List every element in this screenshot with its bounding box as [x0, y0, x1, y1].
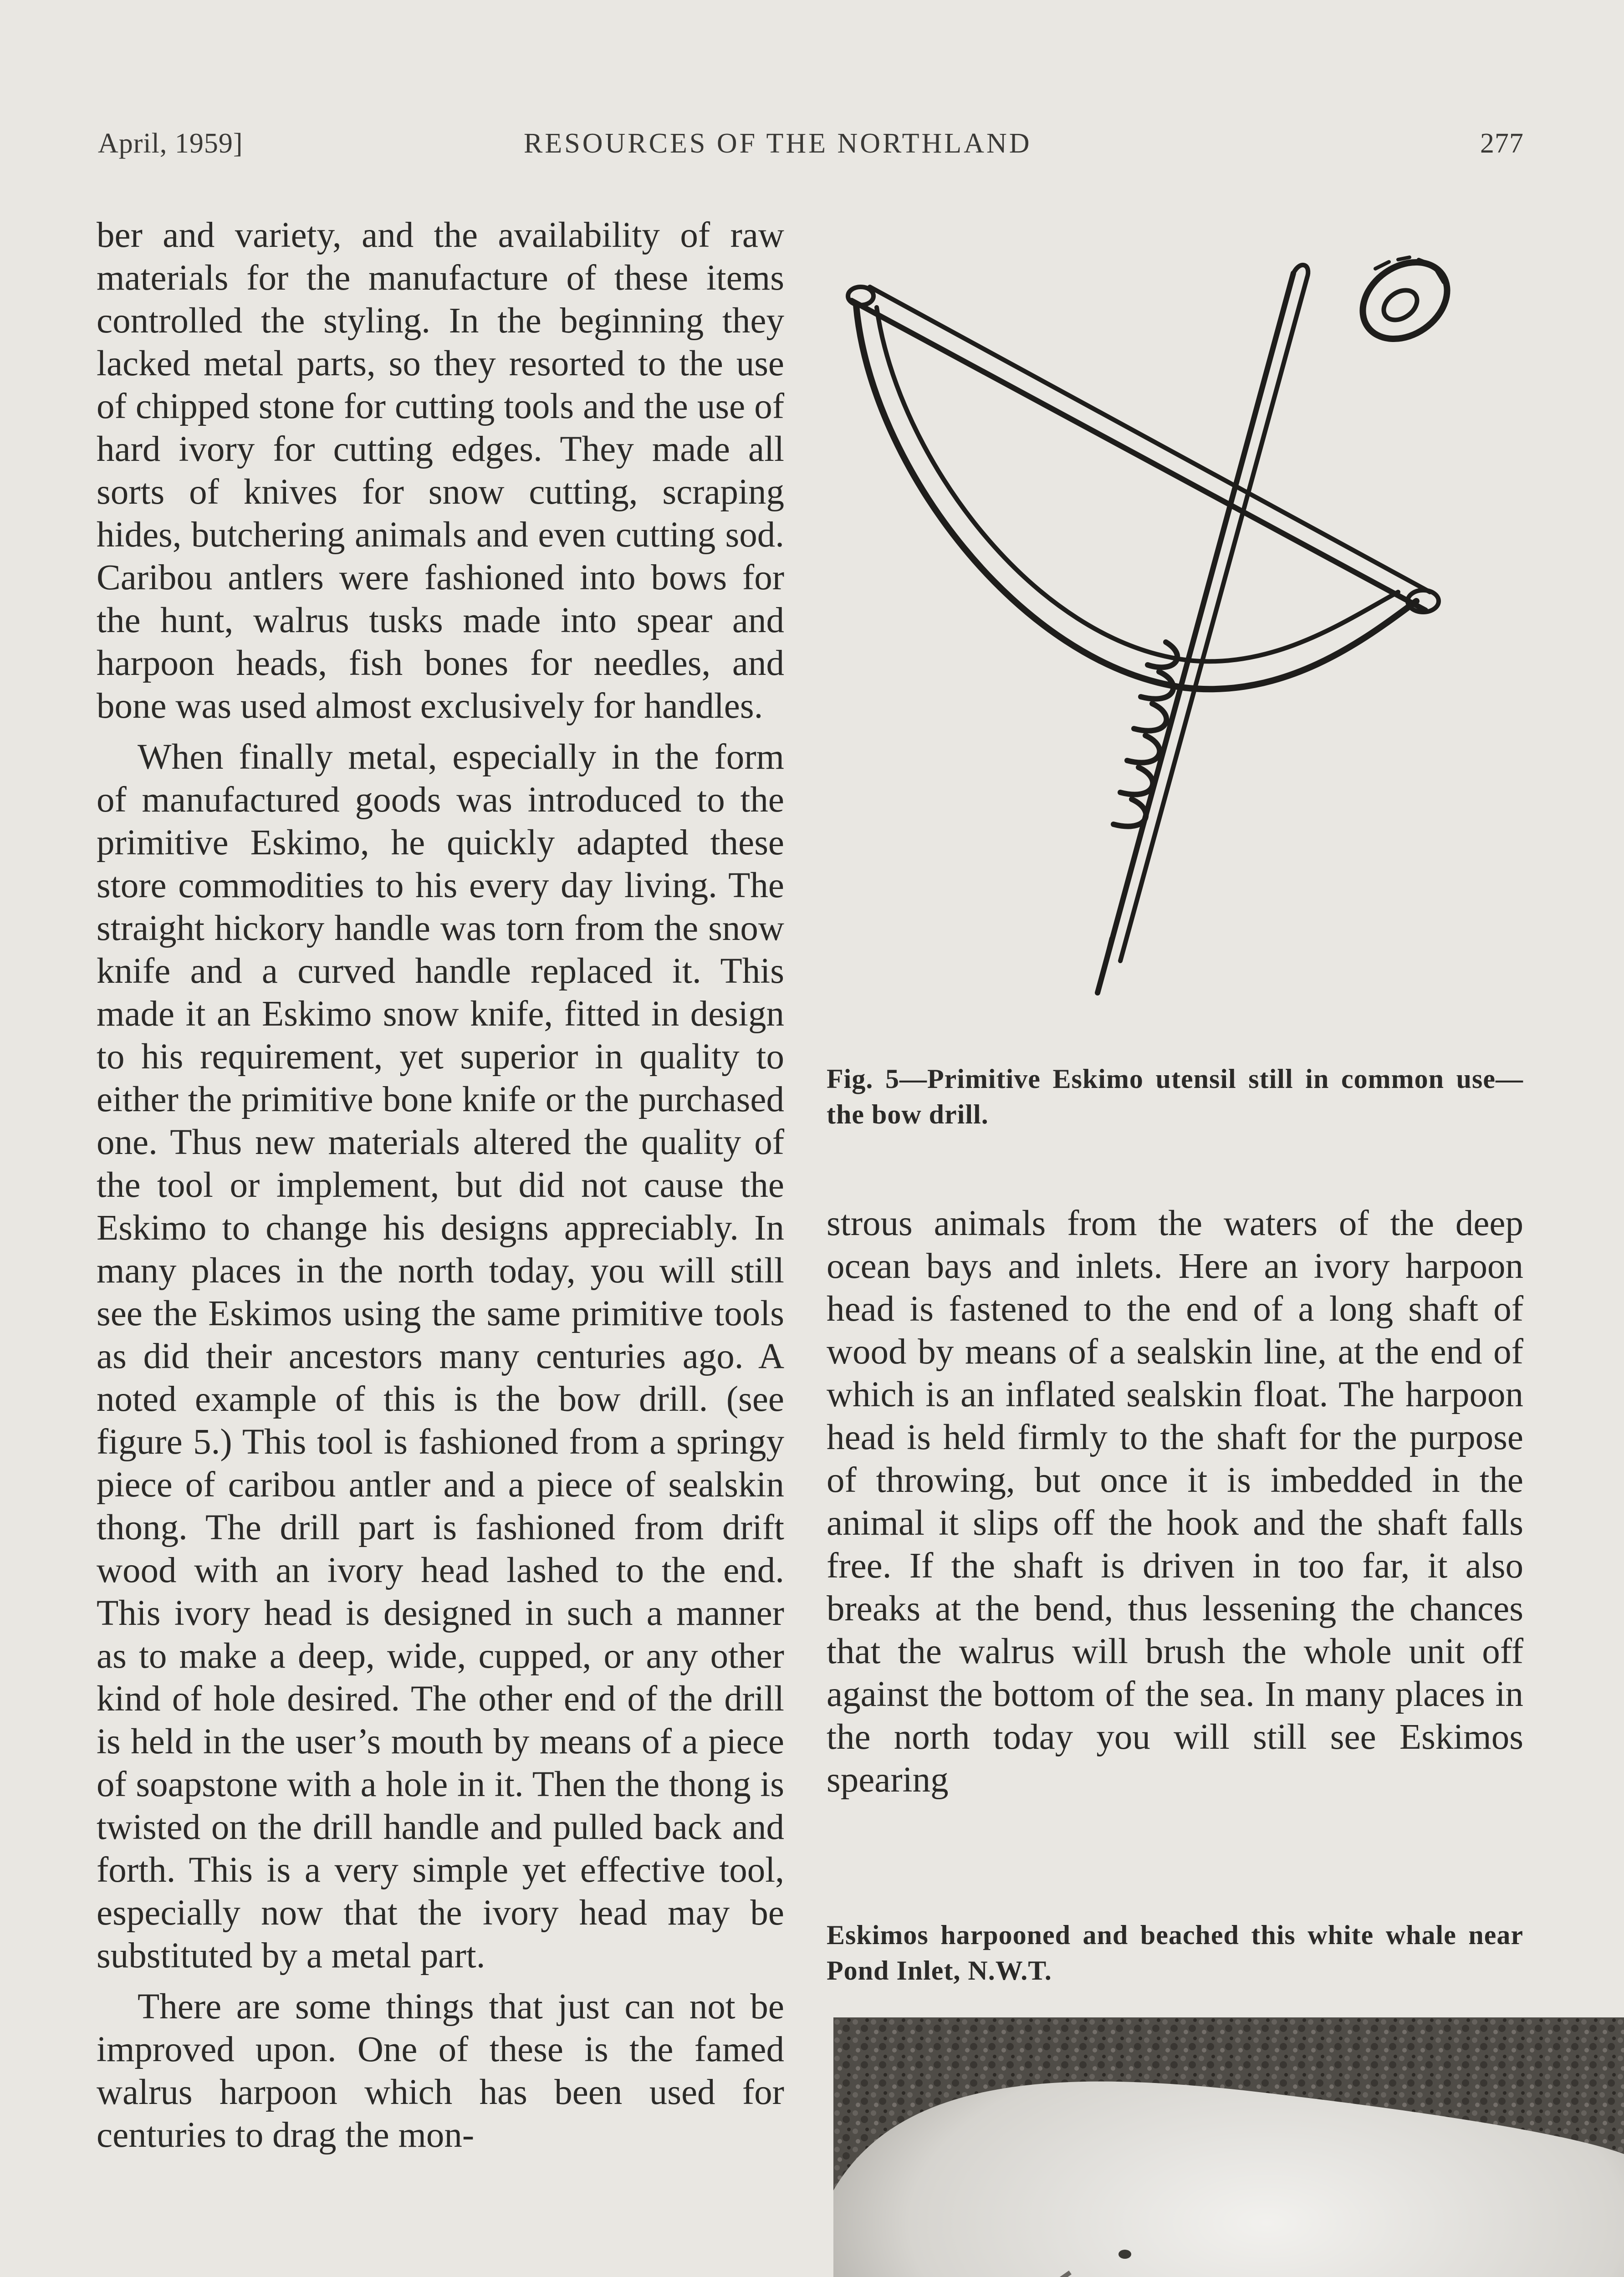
left-column [97, 214, 784, 2157]
right-column: strous animals from the waters of the deep ocean bays and inlets. Here an ivory harpoon head is fastened to the end of a long shaft of wood by means of a sealskin line, at the end of which is an inflated sealskin float. The harpoon head is held firmly to the shaft for the purpose of throwing, but once it is imbedded in the animal it slips off the hook and the shaft falls free. If the shaft is driven in too far, it also breaks at the bend, thus lessening the chances that the walrus will brush the whole unit off against the bottom of the sea. In many places in the north today you will still see Eskimos spearing [827, 1204, 1523, 1800]
photo-caption: Eskimos harpooned and beached this white whale near Pond Inlet, N.W.T. [827, 1920, 1523, 1986]
header-title: RESOURCES OF THE NORTHLAND [524, 128, 1032, 159]
paragraph-3: There are some things that just can not be improved upon. One of these is the famed walrus harpoon which has been used for centuries to drag the mon- [97, 1987, 784, 2155]
whale-photo [833, 2017, 1624, 2277]
header-date: April, 1959] [98, 128, 243, 159]
paragraph-1: ber and variety, and the availability of raw materials for the manufacture of these items controlled the styling. In the beginning they lacked metal parts, so they resorted to the use of chipped stone for cutting tools and the use of hard ivory for cutting edges. They made all sorts of knives for snow cutting, scraping hides, butchering animals and even cutting sod. Caribou antlers were fashioned into bows for the hunt, walrus tusks made into spear and harpoon heads, fish bones for needles, and bone was used almost exclusively for handles. [97, 215, 784, 726]
page-number: 277 [1480, 128, 1524, 159]
paragraph-2: When finally metal, especially in the form of manufactured goods was introduced to the primitive Eskimo, he quickly adapted these store commodities to his every day living. The straight hickory handle was torn from the snow knife and a curved handle replaced it. This made it an Eskimo snow knife, fitted in design to his requirement, yet superior in quality to either the primitive bone knife or the purchased one. Thus new materials altered the quality of the tool or implement, but did not cause the Eskimo to change his designs appreciably. In many places in the north today, you will still see the Eskimos using the same primitive tools as did their ancestors many centuries ago. A noted example of this is the bow drill. (see figure 5.) This tool is fashioned from a springy piece of caribou antler and a piece of sealskin thong. The drill part is fashioned from drift wood with an ivory head lashed to the end. This ivory head is designed in such a manner as to make a deep, wide, cupped, or any other kind of hole desired. The other end of the drill is held in the user’s mouth by means of a piece of soapstone with a hole in it. Then the thong is twisted on the drill handle and pulled back and forth. This is a very simple yet effective tool, especially now that the ivory head may be substituted by a metal part. [97, 737, 784, 1976]
bow-drill-illustration [829, 209, 1539, 1043]
figure-caption: Fig. 5—Primitive Eskimo utensil still in common use—the bow drill. [827, 1064, 1523, 1129]
